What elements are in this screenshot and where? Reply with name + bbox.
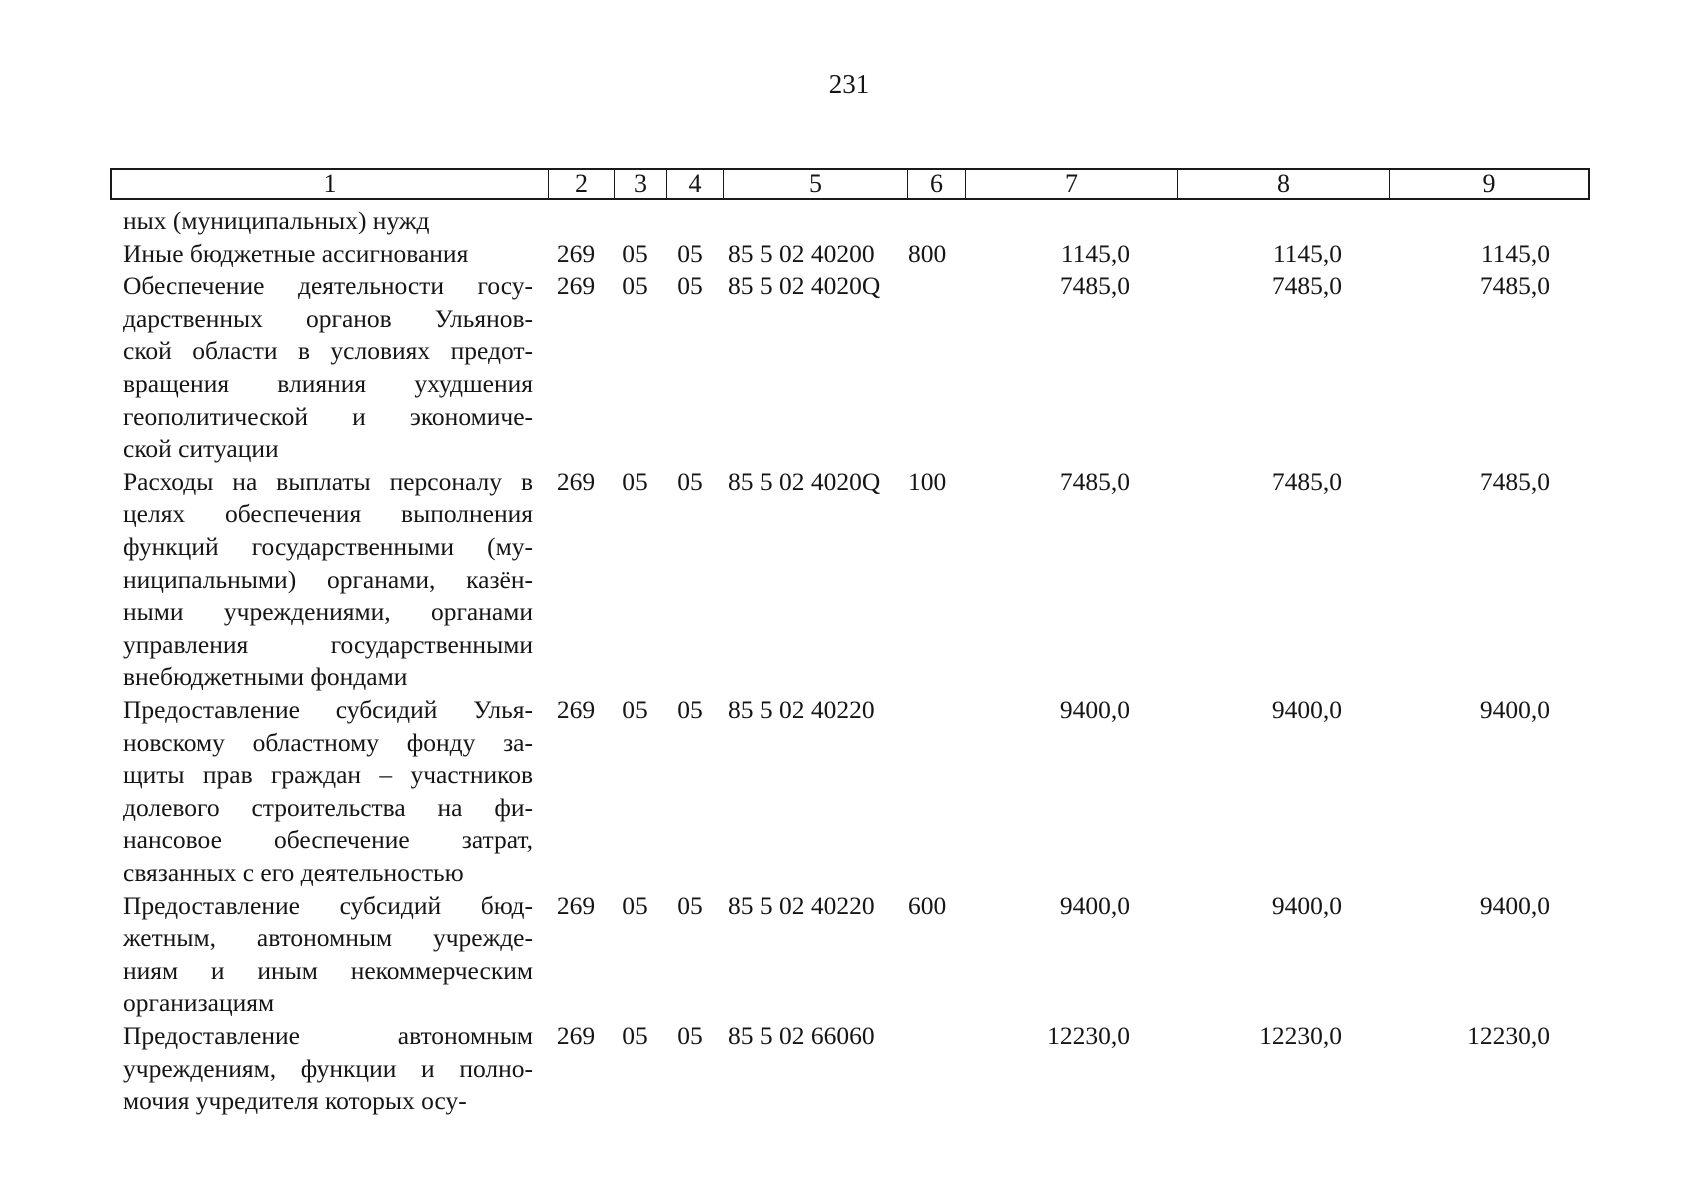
- cell-col-9: 12230,0: [1467, 1021, 1550, 1050]
- cell-col-8: 9400,0: [1271, 695, 1342, 724]
- cell-col-2: 269: [556, 238, 596, 268]
- description-line: ниципальными) органами, казён-: [123, 564, 533, 594]
- cell-col-3: 05: [622, 890, 648, 920]
- cell-col-2: 269: [556, 1021, 596, 1050]
- header-col-1: 1: [323, 169, 337, 198]
- cell-col-9: 9400,0: [1479, 890, 1550, 920]
- row-description: [123, 238, 533, 271]
- row-description: [123, 1020, 533, 1118]
- description-line: ных (муниципальных) нужд: [123, 206, 430, 235]
- description-line: связанных с его деятельностью: [123, 857, 464, 887]
- cell-col-6: 100: [908, 466, 947, 496]
- description-line: ными учреждениями, органами: [123, 597, 533, 627]
- description-line: Обеспечение деятельности госу-: [123, 271, 533, 301]
- description-line: управления государственными: [123, 629, 533, 659]
- cell-col-6: 600: [908, 890, 947, 920]
- description-line: щиты прав граждан – участников: [123, 760, 533, 790]
- header-col-3: 3: [614, 170, 666, 198]
- header-col-8: 8: [1177, 170, 1389, 198]
- cell-col-4: 05: [677, 238, 703, 268]
- description-line: Предоставление автономным: [123, 1021, 533, 1050]
- cell-col-6: 800: [908, 238, 947, 268]
- cell-col-3: 05: [622, 695, 648, 724]
- description-line: организациям: [123, 988, 275, 1018]
- cell-col-9: 7485,0: [1479, 271, 1550, 301]
- cell-col-5: 85 5 02 4020Q: [728, 466, 881, 496]
- description-line: дарственных органов Ульянов-: [123, 303, 533, 333]
- row-description: [123, 890, 533, 1020]
- description-line: долевого строительства на фи-: [123, 792, 533, 822]
- cell-col-4: 05: [677, 695, 703, 724]
- description-line: внебюджетными фондами: [123, 662, 408, 692]
- cell-col-9: 1145,0: [1480, 238, 1550, 268]
- description-line: вращения влияния ухудшения: [123, 368, 533, 398]
- cell-col-2: 269: [556, 271, 596, 301]
- cell-col-8: 1145,0: [1272, 238, 1342, 268]
- description-line: Иные бюджетные ассигнования: [123, 238, 469, 268]
- row-description: [123, 270, 533, 466]
- cell-col-9: 9400,0: [1479, 695, 1550, 724]
- description-line: Предоставление субсидий бюд-: [123, 890, 533, 920]
- header-col-5: 5: [723, 170, 907, 198]
- cell-col-2: 269: [556, 890, 596, 920]
- header-col-9: 9: [1389, 170, 1588, 198]
- description-line: жетным, автономным учрежде-: [123, 923, 533, 953]
- description-line: функций государственными (му-: [123, 531, 533, 561]
- cell-col-7: 9400,0: [1059, 890, 1130, 920]
- cell-col-4: 05: [677, 271, 703, 301]
- page-number: 231: [828, 69, 870, 99]
- row-description: [123, 466, 533, 694]
- cell-col-8: 7485,0: [1271, 466, 1342, 496]
- cell-col-8: 9400,0: [1271, 890, 1342, 920]
- cell-col-5: 85 5 02 40200: [728, 238, 875, 268]
- row-description: [123, 205, 533, 238]
- cell-col-2: 269: [556, 695, 596, 724]
- description-line: новскому областному фонду за-: [123, 727, 533, 757]
- cell-col-4: 05: [677, 466, 703, 496]
- description-line: ской ситуации: [123, 434, 279, 464]
- cell-col-3: 05: [622, 271, 648, 301]
- description-line: учреждениям, функции и полно-: [123, 1053, 533, 1083]
- description-line: ской области в условиях предот-: [123, 336, 533, 366]
- header-col-2: 2: [548, 170, 614, 198]
- cell-col-5: 85 5 02 66060: [728, 1021, 875, 1050]
- cell-col-4: 05: [677, 1021, 703, 1050]
- row-description: [123, 694, 533, 890]
- cell-col-4: 05: [677, 890, 703, 920]
- header-col-7: 7: [965, 170, 1177, 198]
- description-line: целях обеспечения выполнения: [123, 499, 533, 529]
- cell-col-7: 7485,0: [1059, 271, 1130, 301]
- cell-col-7: 9400,0: [1059, 695, 1130, 724]
- cell-col-7: 1145,0: [1060, 238, 1130, 268]
- cell-col-7: 12230,0: [1047, 1021, 1130, 1050]
- cell-col-8: 12230,0: [1259, 1021, 1342, 1050]
- cell-col-5: 85 5 02 4020Q: [728, 271, 881, 301]
- description-line: мочия учредителя которых осу-: [123, 1086, 467, 1116]
- cell-col-5: 85 5 02 40220: [728, 890, 875, 920]
- description-line: нансовое обеспечение затрат,: [123, 825, 533, 855]
- table-header: [110, 168, 1590, 200]
- description-line: геополитической и экономиче-: [123, 401, 533, 431]
- cell-col-2: 269: [556, 466, 596, 496]
- cell-col-8: 7485,0: [1271, 271, 1342, 301]
- cell-col-3: 05: [622, 1021, 648, 1050]
- cell-col-3: 05: [622, 466, 648, 496]
- cell-col-3: 05: [622, 238, 648, 268]
- header-col-4: 4: [666, 170, 723, 198]
- description-line: ниям и иным некоммерческим: [123, 955, 533, 985]
- description-line: Предоставление субсидий Улья-: [123, 695, 533, 724]
- cell-col-7: 7485,0: [1059, 466, 1130, 496]
- header-col-6: 6: [907, 170, 965, 198]
- cell-col-5: 85 5 02 40220: [728, 695, 875, 724]
- description-line: Расходы на выплаты персоналу в: [123, 466, 533, 496]
- cell-col-9: 7485,0: [1479, 466, 1550, 496]
